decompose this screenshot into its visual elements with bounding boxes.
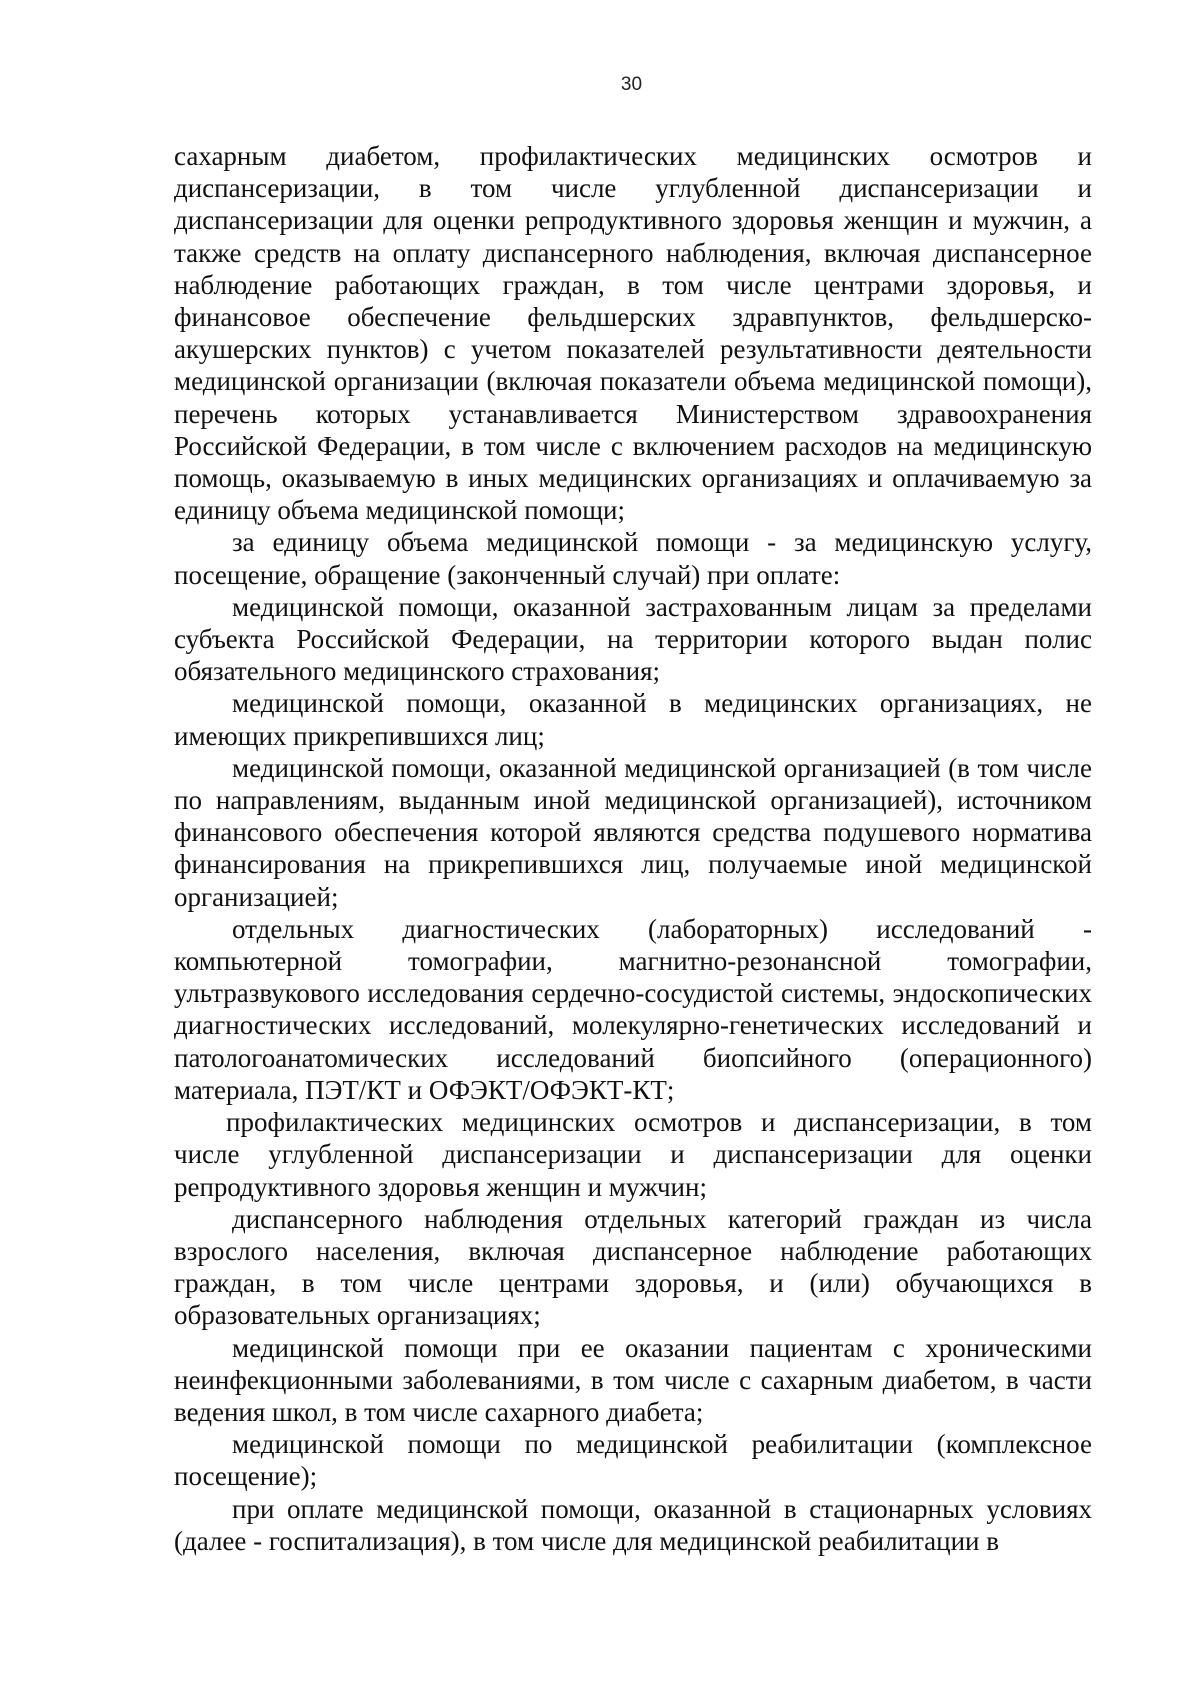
paragraph-4: медицинской помощи, оказанной в медицинских организациях, не имеющих прикрепившихся лиц; bbox=[174, 688, 1092, 751]
paragraph-10: медицинской помощи по медицинской реабилитации (комплексное посещение); bbox=[174, 1429, 1092, 1492]
paragraph-1: сахарным диабетом, профилактических медицинских осмотров и диспансеризации, в том числе углубленной диспансеризации и диспансеризации для оценки репродуктивного здоровья женщин и мужчин, а также средств на оплату диспансерного наблюдения, включая диспансерное наблюдение работающих граждан, в том числе центрами здоровья, и финансовое обеспечение фельдшерских здравпунктов, фельдшерско-акушерских пунктов) с учетом показателей результативности деятельности медицинской организации (включая показатели объема медицинской помощи), перечень которых устанавливается Министерством здравоохранения Российской Федерации, в том числе с включением расходов на медицинскую помощь, оказываемую в иных медицинских организациях и оплачиваемую за единицу объема медицинской помощи; bbox=[174, 141, 1092, 526]
paragraph-11: при оплате медицинской помощи, оказанной в стационарных условиях (далее - госпитализация), в том числе для медицинской реабилитации в bbox=[174, 1493, 1092, 1556]
paragraph-8: диспансерного наблюдения отдельных категорий граждан из числа взрослого населения, включая диспансерное наблюдение работающих граждан, в том числе центрами здоровья, и (или) обучающихся в образовательных организациях; bbox=[174, 1203, 1092, 1331]
document-body bbox=[174, 140, 1092, 1557]
paragraph-2: за единицу объема медицинской помощи - за медицинскую услугу, посещение, обращение (законченный случай) при оплате: bbox=[174, 527, 1092, 590]
paragraph-6: отдельных диагностических (лабораторных) исследований - компьютерной томографии, магнитно-резонансной томографии, ультразвукового исследования сердечно-сосудистой системы, эндоскопических диагностических исследований, молекулярно-генетических исследований и патологоанатомических исследований биопсийного (операционного) материала, ПЭТ/КТ и ОФЭКТ/ОФЭКТ-КТ; bbox=[174, 913, 1092, 1105]
paragraph-3: медицинской помощи, оказанной застрахованным лицам за пределами субъекта Российской Федерации, на территории которого выдан полис обязательного медицинского страхования; bbox=[174, 591, 1092, 687]
paragraph-5: медицинской помощи, оказанной медицинской организацией (в том числе по направлениям, выданным иной медицинской организацией), источником финансового обеспечения которой являются средства подушевого норматива финансирования на прикрепившихся лиц, получаемые иной медицинской организацией; bbox=[174, 752, 1092, 912]
paragraph-9: медицинской помощи при ее оказании пациентам с хроническими неинфекционными заболеваниями, в том числе с сахарным диабетом, в части ведения школ, в том числе сахарного диабета; bbox=[174, 1332, 1092, 1427]
paragraph-7: профилактических медицинских осмотров и диспансеризации, в том числе углубленной диспансеризации и диспансеризации для оценки репродуктивного здоровья женщин и мужчин; bbox=[174, 1107, 1092, 1202]
page-number: 30 bbox=[620, 74, 643, 95]
